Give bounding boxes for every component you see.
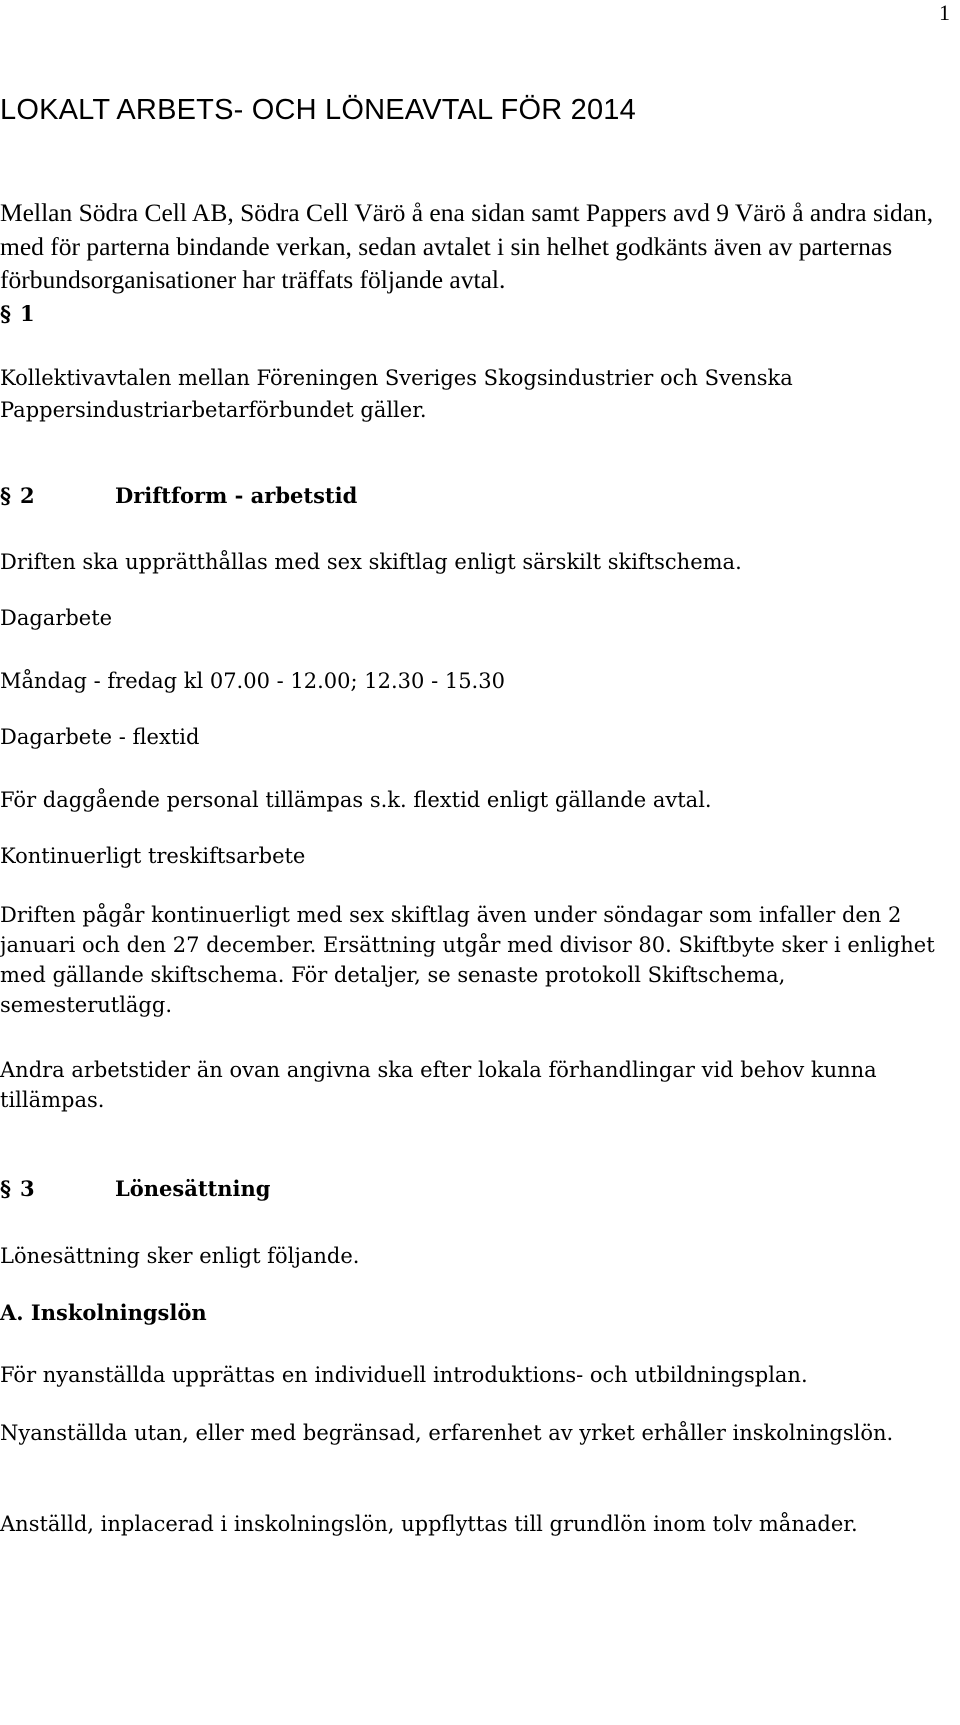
inskolningslon-heading: A. Inskolningslön: [0, 1300, 207, 1325]
intro-paragraph: Mellan Södra Cell AB, Södra Cell Värö å ena sidan samt Pappers avd 9 Värö å andra sidan, med för parterna bindande verkan, sedan avtalet i sin helhet godkänts även av parternas förbundsorganisationer har träffats följande avtal.: [0, 198, 934, 294]
kontinuerligt-text: Driften pågår kontinuerligt med sex skiftlag även under söndagar som infaller den 2 januari och den 27 december. Ersättning utgår med divisor 80. Skiftbyte sker i enlighet med gällande skiftschema. För detaljer, se senaste protokoll Skiftschema, semesterutlägg.: [0, 903, 935, 1017]
section-sign: §: [0, 1176, 11, 1201]
andra-arbetstider-text: Andra arbetstider än ovan angivna ska efter lokala förhandlingar vid behov kunna tillämpas.: [0, 1058, 877, 1112]
flextid-heading: Dagarbete - flextid: [0, 725, 200, 749]
section-2-heading: [0, 483, 357, 508]
section-sign: §: [0, 483, 11, 508]
document-title: LOKALT ARBETS- OCH LÖNEAVTAL FÖR 2014: [0, 94, 636, 126]
dagarbete-heading: Dagarbete: [0, 606, 113, 630]
flextid-text: För daggående personal tillämpas s.k. flextid enligt gällande avtal.: [0, 788, 712, 812]
section-3-number: 3: [20, 1176, 35, 1201]
section-3-title: Lönesättning: [115, 1176, 271, 1201]
section-3-heading: [0, 1176, 270, 1201]
page-number: 1: [939, 0, 950, 25]
section-2-number: 2: [20, 483, 35, 508]
section-1-number: 1: [20, 301, 35, 326]
section-1-text: Kollektivavtalen mellan Föreningen Sveriges Skogsindustrier och Svenska Pappersindustriarbetarförbundet gäller.: [0, 366, 793, 422]
inskolningslon-text-1: För nyanställda upprättas en individuell introduktions- och utbildningsplan.: [0, 1363, 808, 1387]
section-2-title: Driftform - arbetstid: [115, 483, 358, 508]
section-sign: §: [0, 301, 11, 326]
section-3-intro: Lönesättning sker enligt följande.: [0, 1244, 360, 1268]
inskolningslon-text-2: Nyanställda utan, eller med begränsad, erfarenhet av yrket erhåller inskolningslön.: [0, 1421, 894, 1445]
dagarbete-text: Måndag - fredag kl 07.00 - 12.00; 12.30 - 15.30: [0, 669, 505, 693]
kontinuerligt-heading: Kontinuerligt treskiftsarbete: [0, 844, 306, 868]
inskolningslon-text-3: Anställd, inplacerad i inskolningslön, uppflyttas till grundlön inom tolv månader.: [0, 1512, 858, 1536]
section-1-heading: [0, 301, 35, 326]
section-2-intro: Driften ska upprätthållas med sex skiftlag enligt särskilt skiftschema.: [0, 550, 742, 574]
